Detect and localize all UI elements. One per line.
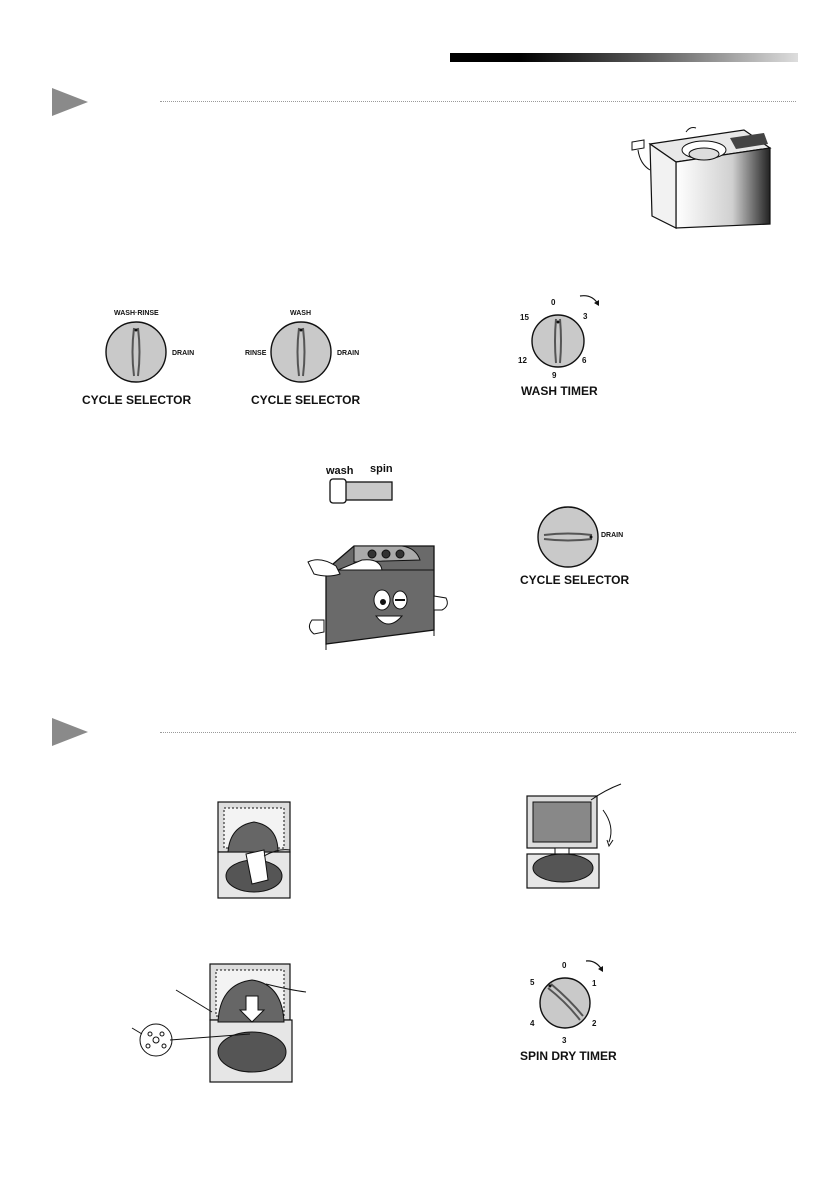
spin-timer-mark-4: 4 <box>530 1019 535 1028</box>
wash-timer-dial[interactable] <box>530 310 586 372</box>
section-divider <box>160 732 796 733</box>
spin-timer-mark-3: 3 <box>562 1036 567 1045</box>
dial-wash-rinse-top-label: WASH·RINSE <box>114 310 159 317</box>
dial-wash-drain-label: DRAIN <box>337 350 360 357</box>
drain-dial-caption: CYCLE SELECTOR <box>520 573 630 587</box>
spin-timer-mark-0: 0 <box>562 961 567 970</box>
spin-dry-timer-dial[interactable] <box>538 972 592 1034</box>
dial-wash-rinse-caption: CYCLE SELECTOR <box>82 393 192 407</box>
washing-machine-illustration <box>626 124 772 232</box>
lid-closing-illustration <box>525 780 625 892</box>
switch-wash-label: wash <box>326 465 354 477</box>
spin-cap-illustration <box>130 960 310 1090</box>
dial-wash-top-label: WASH <box>290 310 311 317</box>
wash-timer-mark-15: 15 <box>520 313 529 322</box>
dial-wash-caption: CYCLE SELECTOR <box>251 393 361 407</box>
wash-timer-mark-0: 0 <box>551 298 556 307</box>
wash-timer-mark-6: 6 <box>582 356 587 365</box>
spin-dry-timer-caption: SPIN DRY TIMER <box>520 1049 617 1063</box>
clockwise-arrow-icon <box>578 292 604 310</box>
spin-basket-illustration <box>216 800 296 900</box>
dial-wash-rinse-drain-label: DRAIN <box>172 350 195 357</box>
section-arrow-icon <box>52 718 88 746</box>
section-arrow-icon <box>52 88 88 116</box>
drain-cycle-selector-dial[interactable] <box>536 505 600 569</box>
wash-timer-mark-9: 9 <box>552 371 557 380</box>
drain-dial-label: DRAIN <box>601 532 624 539</box>
wash-timer-caption: WASH TIMER <box>521 384 598 398</box>
dial-wash-rinse-label: RINSE <box>245 350 267 357</box>
clockwise-arrow-icon <box>584 958 608 976</box>
section-divider <box>160 101 796 102</box>
spin-timer-mark-1: 1 <box>592 979 597 988</box>
header-gradient-bar <box>450 53 798 62</box>
wash-timer-mark-3: 3 <box>583 312 588 321</box>
spin-timer-mark-5: 5 <box>530 978 535 987</box>
cycle-selector-dial-1[interactable] <box>104 320 168 384</box>
wash-spin-switch[interactable] <box>328 478 394 504</box>
spin-timer-mark-2: 2 <box>592 1019 597 1028</box>
cycle-selector-dial-2[interactable] <box>269 320 333 384</box>
switch-spin-label: spin <box>370 463 393 475</box>
mascot-illustration <box>302 540 452 650</box>
wash-timer-mark-12: 12 <box>518 356 527 365</box>
